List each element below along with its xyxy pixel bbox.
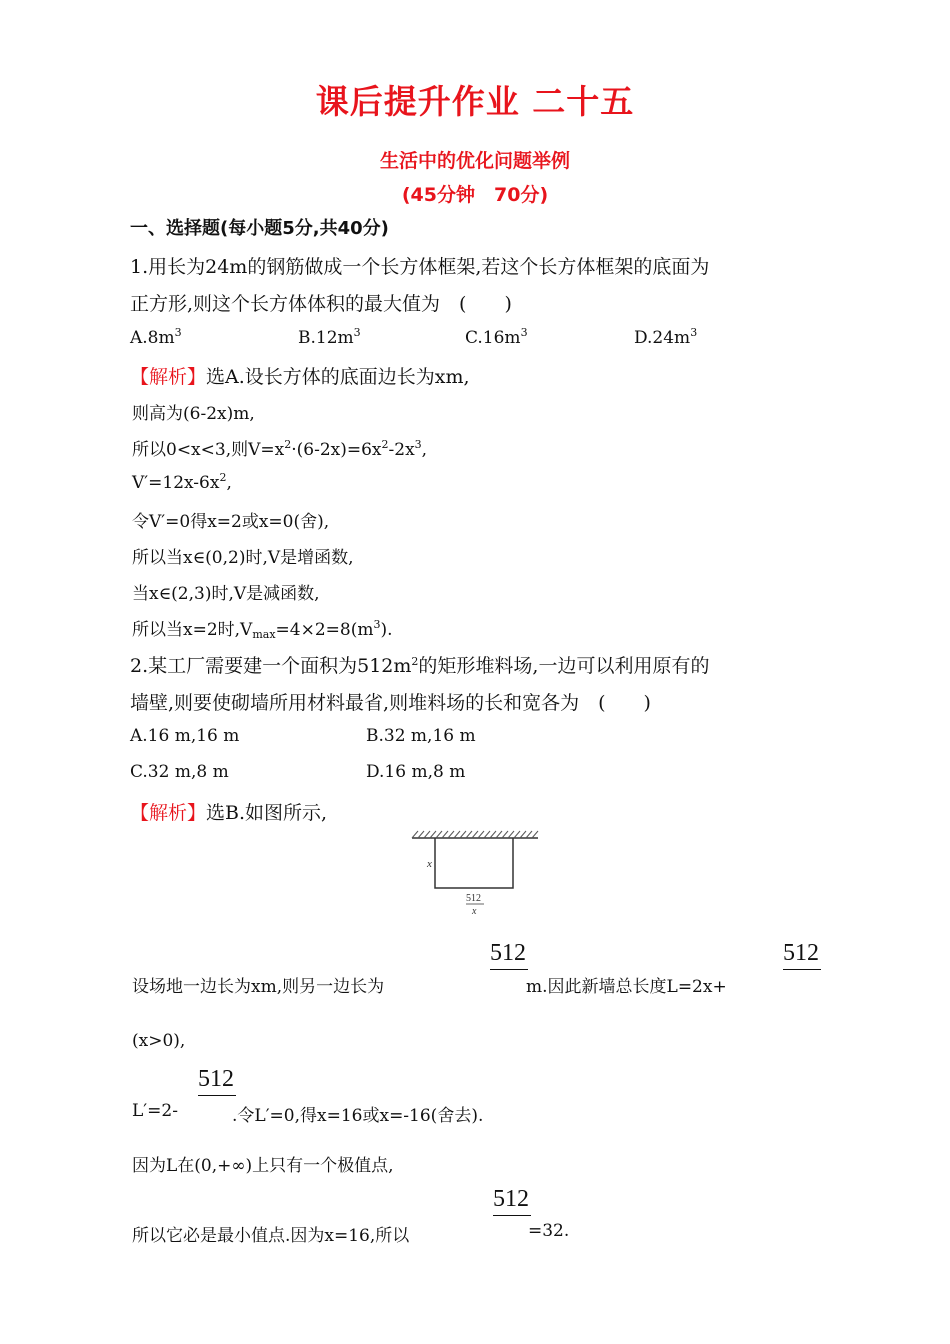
q1-stem-line2: 正方形,则这个长方体体积的最大值为 ( ) (130, 293, 512, 315)
q1-solution-line: 所以当x=2时$,V_{max}=4\times 2=8(m^3)$. (132, 618, 393, 641)
q2-option-c: C.32 m,8 m (130, 762, 229, 782)
q1-solution-line: 所以0<x<3,则$V=x^2\cdot(6-2x)=6x^2-2x^3$, (132, 438, 428, 460)
q1-option-d: $D.24m^3$ (634, 326, 698, 348)
q2-option-d: D.16 m,8 m (366, 762, 466, 782)
q2-solution-line-cont: m.因此新墙总长度L=2x+ (526, 977, 727, 997)
fraction-numerator: 512 (783, 940, 819, 966)
page-title: 课后提升作业 二十五 (315, 82, 635, 121)
q2-stem-line2: 墙壁,则要使砌墙所用材料最省,则堆料场的长和宽各为 ( ) (130, 692, 651, 714)
wall-hatching (412, 831, 538, 838)
q2-solution-line: 设场地一边长为xm,则另一边长为 (132, 977, 385, 997)
q2-solution-line: L′=2- (132, 1101, 178, 1121)
q2-option-a: A.16 m,16 m (130, 726, 240, 746)
q1-solution-line: 则高为(6-2x)m, (132, 404, 255, 424)
q2-option-b: B.32 m,16 m (366, 726, 476, 746)
q1-analysis-line: 【解析】选A.设长方体的底面边长为xm, (130, 366, 470, 388)
analysis-tag: 【解析】 (130, 802, 207, 824)
section-heading: 一、选择题(每小题5分,共40分) (130, 218, 389, 239)
q2-solution-line-cont: .令L′=0,得x=16或x=-16(舍去). (232, 1106, 484, 1126)
fraction-numerator: 512 (198, 1066, 234, 1092)
q1-solution-line: 当x∈(2,3)时,V是减函数, (132, 584, 320, 604)
time-and-score: (45分钟 70分) (401, 184, 549, 206)
q2-solution-line: 所以它必是最小值点.因为x=16,所以 (132, 1226, 410, 1246)
q1-option-c: $C.16m^3$ (465, 326, 528, 348)
figure-side-label: x (427, 858, 432, 870)
page-subtitle: 生活中的优化问题举例 (379, 150, 570, 172)
q1-option-b: $B.12m^3$ (298, 326, 361, 348)
figure-bottom-numerator: 512 (466, 893, 481, 904)
q1-solution-line: 令V′=0得x=2或x=0(舍), (132, 512, 330, 532)
q1-solution-line: $V'=12x-6x^2$, (132, 471, 232, 493)
storage-yard-figure (400, 826, 550, 922)
yard-rectangle (435, 838, 513, 888)
fraction-numerator: 512 (493, 1186, 529, 1212)
q2-analysis-line: 【解析】选B.如图所示, (130, 802, 328, 824)
figure-bottom-denominator: x (472, 906, 477, 917)
fraction-numerator: 512 (490, 940, 526, 966)
q2-solution-line-cont: =32. (528, 1221, 570, 1241)
q1-option-a: $A.8m^3$ (130, 326, 182, 348)
q1-solution-line: 所以当x∈(0,2)时,V是增函数, (132, 548, 354, 568)
q2-solution-line: 因为L在(0,+∞)上只有一个极值点, (132, 1156, 394, 1176)
q2-stem-line1: 2.某工厂需要建一个面积为$512m^2$的矩形堆料场,一边可以利用原有的 (130, 655, 710, 677)
analysis-tag: 【解析】 (130, 366, 207, 388)
q2-solution-line: (x>0), (132, 1031, 186, 1051)
q1-stem-line1: 1.用长为24m的钢筋做成一个长方体框架,若这个长方体框架的底面为 (130, 256, 710, 278)
